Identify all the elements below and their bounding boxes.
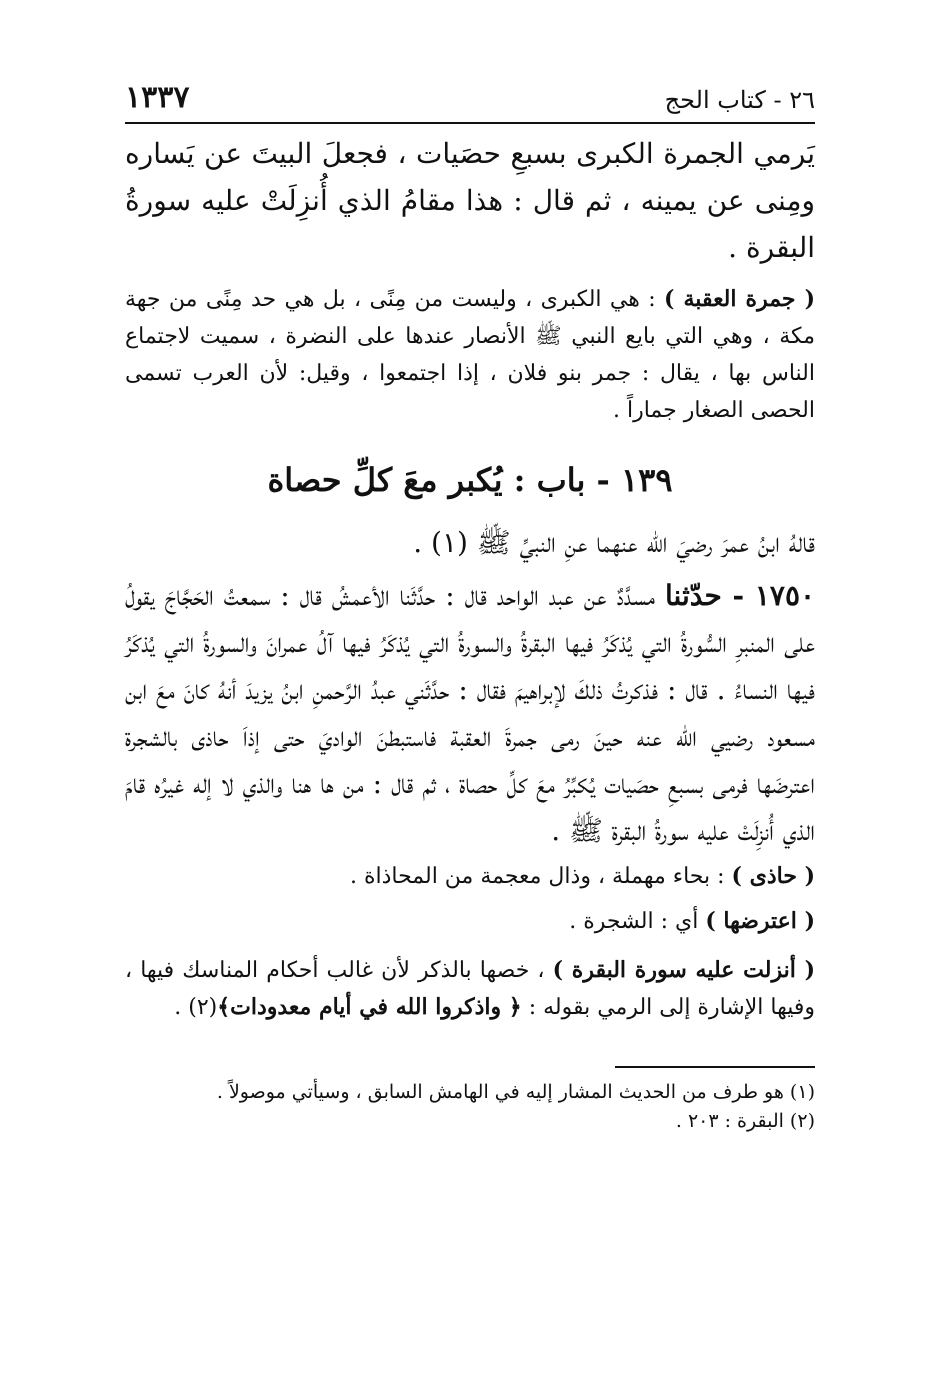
commentary-text: : هي الكبرى ، وليست من مِنًى ، بل هي حد مِنًى من جهة مكة ، وهي التي بايع النبي ﷺ الأنصار عندها على النضرة ، سميت لاجتماع الناس بها ، يقال : جمر بنو فلان ، إذا اجتمعوا ، وقيل: لأن العرب تسمى الحصى الصغار جماراً . (125, 287, 816, 423)
commentary-text: : بحاء مهملة ، وذال معجمة من المحاذاة . (349, 864, 732, 889)
commentary-itaradaha (125, 903, 815, 940)
commentary-term: ( حاذى ) (731, 863, 815, 889)
quran-quote: ﴿ واذكروا الله في أيام معدودات﴾ (217, 994, 522, 1020)
commentary-text: ، خصها بالذكر لأن غالب أحكام المناسك فيها ، وفيها الإشارة إلى الرمي بقوله : (125, 958, 815, 1020)
footnote-2: (٢) البقرة : ٢٠٣ . (675, 1110, 815, 1132)
footnote-1: (١) هو طرف من الحديث المشار إليه في الهامش السابق ، وسيأتي موصولاً . (216, 1081, 815, 1103)
chapter-note: قالهُ ابنُ عمرَ رضيَ الله عنهما عنِ النبيِّ ﷺ (١) . (413, 526, 815, 559)
header-rule (125, 122, 815, 124)
footnote-rule (615, 1066, 815, 1068)
commentary-unzilat (125, 952, 815, 1026)
commentary-term: ( جمرة العقبة ) (664, 286, 815, 312)
hadith-text: مسدَّدٌ عن عبد الواحد قال : حدَّثَنا الأعمشُ قال : سمعتُ الحَجَّاجَ يقولُ على المنبرِ السُّورةُ التي يُذكَرُ فيها البقرةُ والسورةُ التي يُذكَرُ فيها آلُ عمرانَ والسورةُ التي يُذكَرُ فيها النساءُ . قال : فذكرتُ ذلكَ لإبراهيمَ فقال : حدَّثَني عبدُ الرَّحمنِ ابنُ يزيدَ أنهُ كانَ معَ ابن مسعود رضيي الله عنه حينَ رمى جمرةَ العقبة فاستبطنَ الواديَ حتى إذاَ حاذى بالشجرة اعترضَها فرمى بسبعِ حصَيات يُكبِّرُ معَ كلِّ حصاة ، ثم قال : من ها هنا والذي لا إله غيرُه قامَ الذي أُنزِلَتْ عليه سورةُ البقرة ﷺ . (125, 579, 815, 847)
book-page (125, 80, 815, 1136)
commentary-jamrat-al-aqaba (125, 281, 815, 429)
hadith-number: ١٧٥٠ - حدّثنا (664, 579, 816, 612)
page-number: ١٣٣٧ (125, 80, 190, 115)
commentary-term: ( أنزلت عليه سورة البقرة ) (552, 957, 815, 983)
chapter-title: ٢٦ - كتاب الحج (664, 86, 815, 114)
commentary-text: أي : الشجرة . (569, 909, 706, 934)
chapter-heading: ١٣٩ - باب : يُكبر معَ كلِّ حصاة (267, 461, 673, 499)
footnote-ref: (٢) . (174, 995, 218, 1020)
commentary-hadha (125, 858, 815, 895)
page-header (125, 80, 815, 122)
hadith-continuation: يَرمي الجمرة الكبرى بسبعِ حصَيات ، فجعلَ البيتَ عن يَساره ومِنى عن يمينه ، ثم قال : هذا مقامُ الذي أُنزِلَتْ عليه سورةُ البقرة . (125, 137, 815, 264)
commentary-term: ( اعترضها ) (705, 908, 815, 934)
hadith-1750 (125, 572, 815, 854)
